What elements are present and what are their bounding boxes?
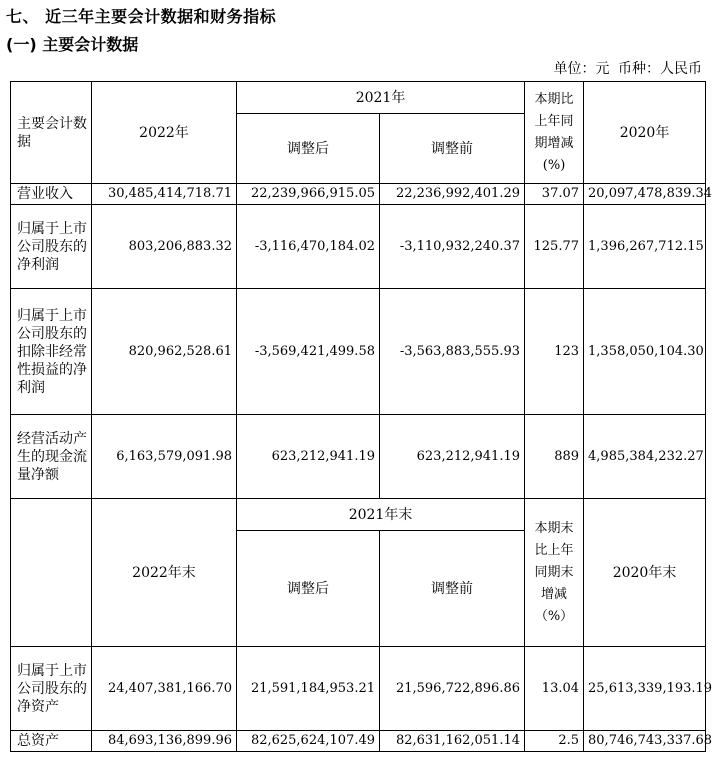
table1-header-row	[11, 82, 706, 114]
cell-change: 13.04	[525, 647, 584, 731]
header-adjusted-before: 调整前	[380, 114, 525, 184]
unit-note	[550, 58, 702, 78]
header-2022: 2022年	[92, 82, 237, 184]
cell-2022: 84,693,136,899.96	[92, 731, 237, 752]
cell-adjusted-before: -3,110,932,240.37	[380, 205, 525, 289]
header-2022-end: 2022年末	[92, 499, 237, 647]
table-row	[11, 731, 706, 752]
header-2020-end: 2020年末	[584, 499, 706, 647]
header-main-data: 主要会计数据	[11, 82, 92, 184]
table-row	[11, 647, 706, 731]
cell-2022: 6,163,579,091.98	[92, 415, 237, 499]
table-row	[11, 289, 706, 415]
cell-adjusted-before: 623,212,941.19	[380, 415, 525, 499]
section-title: 七、 近三年主要会计数据和财务指标	[6, 7, 277, 26]
currency-label: 币种：人民币	[618, 61, 702, 77]
cell-adjusted-after: -3,569,421,499.58	[237, 289, 380, 415]
cell-adjusted-after: 22,239,966,915.05	[237, 184, 380, 205]
cell-change: 123	[525, 289, 584, 415]
header-adjusted-after: 调整后	[237, 531, 380, 647]
table-row	[11, 205, 706, 289]
section-subtitle: (一) 主要会计数据	[6, 35, 139, 54]
cell-adjusted-after: 82,625,624,107.49	[237, 731, 380, 752]
unit-label: 单位：元	[553, 61, 610, 77]
row-label: 营业收入	[11, 184, 92, 205]
cell-change: 2.5	[525, 731, 584, 752]
cell-adjusted-before: 22,236,992,401.29	[380, 184, 525, 205]
row-label: 归属于上市公司股东的净利润	[11, 205, 92, 289]
cell-adjusted-before: 21,596,722,896.86	[380, 647, 525, 731]
table-row	[11, 415, 706, 499]
header-change: 本期比上年同期增减(%)	[525, 82, 584, 184]
row-label: 归属于上市公司股东的净资产	[11, 647, 92, 731]
header-adjusted-before: 调整前	[380, 531, 525, 647]
header-2020: 2020年	[584, 82, 706, 184]
cell-adjusted-before: 82,631,162,051.14	[380, 731, 525, 752]
accounting-data-table	[10, 81, 713, 752]
cell-2022: 30,485,414,718.71	[92, 184, 237, 205]
row-label: 归属于上市公司股东的扣除非经常性损益的净利润	[11, 289, 92, 415]
row-label: 总资产	[11, 731, 92, 752]
cell-adjusted-after: 21,591,184,953.21	[237, 647, 380, 731]
cell-adjusted-after: 623,212,941.19	[237, 415, 380, 499]
cell-2020: 4,985,384,232.27	[584, 415, 706, 499]
cell-2020: 20,097,478,839.34	[584, 184, 706, 205]
cell-2020: 1,396,267,712.15	[584, 205, 706, 289]
table-row	[11, 184, 706, 205]
table2-header-row	[11, 499, 706, 531]
row-label: 经营活动产生的现金流量净额	[11, 415, 92, 499]
cell-2022: 820,962,528.61	[92, 289, 237, 415]
header-blank	[11, 499, 92, 647]
cell-change: 125.77	[525, 205, 584, 289]
cell-2020: 80,746,743,337.68	[584, 731, 706, 752]
cell-2022: 803,206,883.32	[92, 205, 237, 289]
header-2021: 2021年	[237, 82, 525, 114]
cell-adjusted-after: -3,116,470,184.02	[237, 205, 380, 289]
cell-change: 889	[525, 415, 584, 499]
cell-change: 37.07	[525, 184, 584, 205]
header-2021-end: 2021年末	[237, 499, 525, 531]
header-adjusted-after: 调整后	[237, 114, 380, 184]
cell-adjusted-before: -3,563,883,555.93	[380, 289, 525, 415]
header-change-end: 本期末比上年同期末增减（%）	[525, 499, 584, 647]
cell-2020: 1,358,050,104.30	[584, 289, 706, 415]
cell-2020: 25,613,339,193.19	[584, 647, 706, 731]
cell-2022: 24,407,381,166.70	[92, 647, 237, 731]
